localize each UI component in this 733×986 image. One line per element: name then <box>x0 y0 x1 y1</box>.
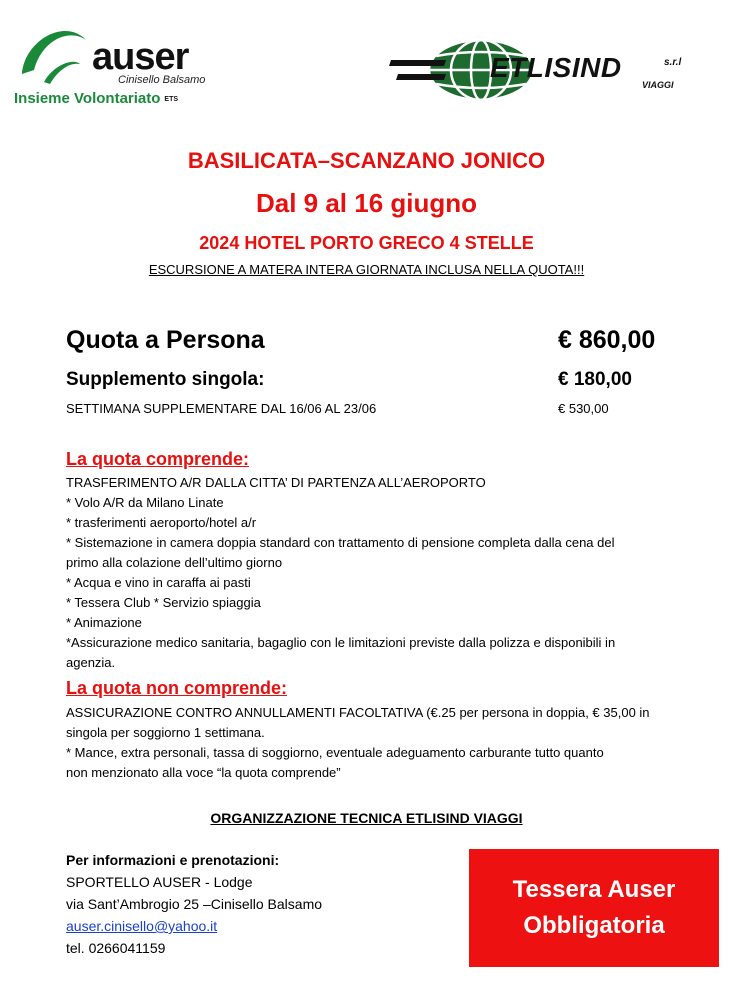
contact-office: SPORTELLO AUSER - Lodge <box>66 874 253 890</box>
title-destination: BASILICATA–SCANZANO JONICO <box>187 148 546 173</box>
auser-city: Cinisello Balsamo <box>118 74 206 86</box>
contact-block <box>66 849 322 959</box>
includes-line: * trasferimenti aeroporto/hotel a/r <box>66 515 257 530</box>
excludes-line: * Mance, extra personali, tassa di soggiorno, eventuale adeguamento carburante tutto quanto <box>66 745 604 760</box>
includes-line: * Animazione <box>66 615 142 630</box>
contact-heading: Per informazioni e prenotazioni: <box>66 852 280 868</box>
title-hotel: 2024 HOTEL PORTO GRECO 4 STELLE <box>199 233 534 253</box>
excludes-line: ASSICURAZIONE CONTRO ANNULLAMENTI FACOLTATIVA (€.25 per persona in doppia, € 35,00 in <box>66 705 650 720</box>
price-label-single: Supplemento singola: <box>66 369 265 390</box>
excludes-list <box>66 703 666 783</box>
price-value-per-person: € 860,00 <box>558 326 656 354</box>
auser-tagline: Insieme Volontariato ETS <box>14 90 179 107</box>
title-excursion: ESCURSIONE A MATERA INTERA GIORNATA INCLUSA NELLA QUOTA!!! <box>148 262 585 277</box>
title-dates: Dal 9 al 16 giugno <box>255 188 478 218</box>
price-value-single: € 180,00 <box>558 369 632 390</box>
excludes-title: La quota non comprende: <box>66 678 288 698</box>
contact-address: via Sant’Ambrogio 25 –Cinisello Balsamo <box>66 896 323 912</box>
includes-line: primo alla colazione dell’ultimo giorno <box>66 555 283 570</box>
price-value-extra-week: € 530,00 <box>558 401 609 416</box>
includes-line: * Volo A/R da Milano Linate <box>66 495 224 510</box>
includes-line: * Sistemazione in camera doppia standard con trattamento di pensione completa dalla cena del <box>66 535 615 550</box>
includes-line: *Assicurazione medico sanitaria, bagaglio con le limitazioni previste dalla polizza e disponibili in <box>66 635 616 650</box>
includes-line: * Acqua e vino in caraffa ai pasti <box>66 575 251 590</box>
notice-line-1: Tessera Auser <box>512 876 676 903</box>
auser-ets: ETS <box>164 95 179 103</box>
includes-line: * Tessera Club * Servizio spiaggia <box>66 595 261 610</box>
membership-required-notice <box>469 849 719 967</box>
price-label-per-person: Quota a Persona <box>66 326 265 354</box>
contact-phone: tel. 0266041159 <box>66 940 166 956</box>
includes-title: La quota comprende: <box>66 449 250 469</box>
includes-line: agenzia. <box>66 655 116 670</box>
notice-line-2: Obbligatoria <box>523 912 665 939</box>
auser-wordmark: auser <box>92 36 189 78</box>
excludes-line: non menzionato alla voce “la quota comprende” <box>66 765 341 780</box>
organization-line: ORGANIZZAZIONE TECNICA ETLISIND VIAGGI <box>210 810 523 826</box>
etlisind-wordmark: ETLISIND <box>490 52 622 83</box>
contact-email-link[interactable]: auser.cinisello@yahoo.it <box>66 918 218 934</box>
includes-list <box>66 473 666 673</box>
etlisind-viaggi: VIAGGI <box>642 80 674 90</box>
price-label-extra-week: SETTIMANA SUPPLEMENTARE DAL 16/06 AL 23/06 <box>66 401 377 416</box>
includes-line: TRASFERIMENTO A/R DALLA CITTA’ DI PARTENZA ALL’AEROPORTO <box>66 475 486 490</box>
etlisind-srl: s.r.l <box>664 57 682 68</box>
excludes-line: singola per soggiorno 1 settimana. <box>66 725 265 740</box>
